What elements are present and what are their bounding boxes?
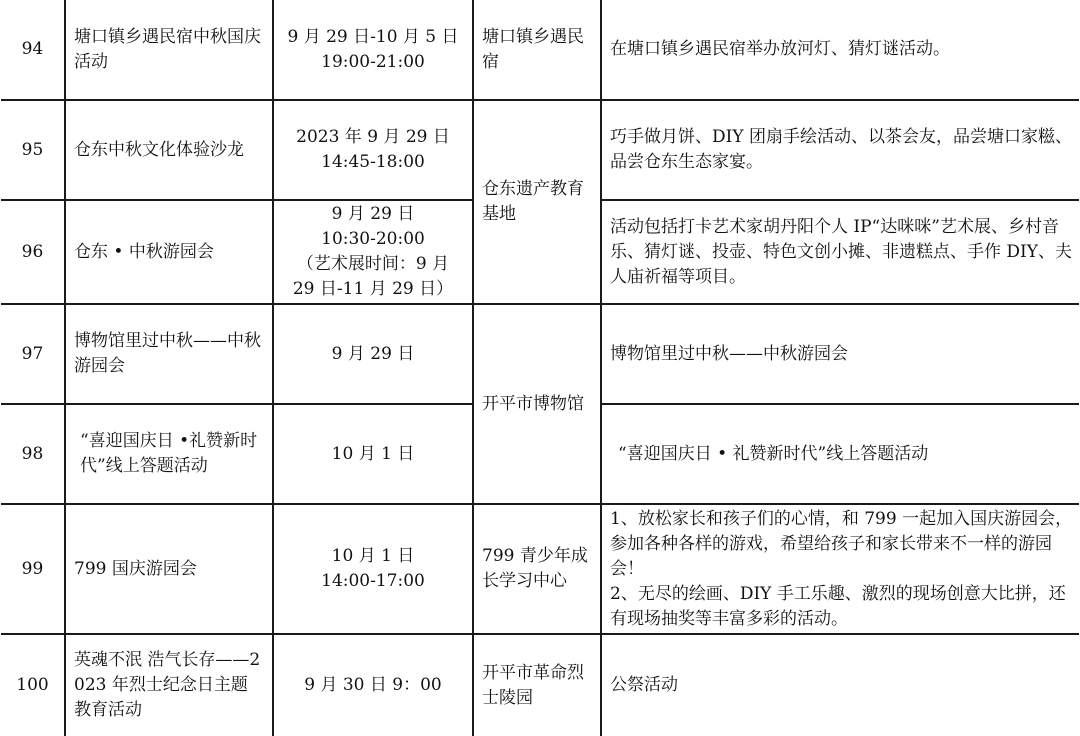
activity-name: “喜迎国庆日 •礼赞新时代”线上答题活动 [65, 404, 273, 504]
time-line: 9 月 30 日 9：00 [304, 675, 442, 695]
activity-time [273, 634, 473, 736]
activity-content [601, 504, 1079, 634]
activity-content: 博物馆里过中秋——中秋游园会 [601, 304, 1079, 404]
row-number: 100 [1, 634, 65, 736]
time-line: 14:45-18:00 [321, 152, 425, 172]
activity-venue: 开平市革命烈士陵园 [473, 634, 601, 736]
activity-time [273, 304, 473, 404]
activity-time [273, 404, 473, 504]
activity-venue: 799 青少年成长学习中心 [473, 504, 601, 634]
activity-time [273, 504, 473, 634]
activity-time [273, 200, 473, 304]
time-line: 19:00-21:00 [321, 51, 425, 72]
time-line: 10 月 1 日 [331, 443, 415, 464]
table-row [1, 0, 1079, 100]
activity-venue: 仓东遗产教育基地 [473, 100, 601, 304]
activity-time [273, 100, 473, 200]
activity-content: 在塘口镇乡遇民宿举办放河灯、猜灯谜活动。 [601, 0, 1079, 100]
row-number: 96 [1, 200, 65, 304]
activity-venue: 塘口镇乡遇民宿 [473, 0, 601, 100]
content-paragraph: 1、放松家长和孩子们的心情，和 799 一起加入国庆游园会，参加各种各样的游戏，希望给孩子和家长带来不一样的游园会！ [610, 508, 1073, 579]
activity-name: 英魂不泯 浩气长存——2023 年烈士纪念日主题教育活动 [65, 634, 273, 736]
time-line: 10 月 1 日 [331, 546, 415, 566]
activity-table [1, 0, 1079, 736]
row-number: 98 [1, 404, 65, 504]
time-line: 29 日-11 月 29 日） [292, 279, 454, 299]
time-line: 14:00-17:00 [321, 571, 425, 591]
activity-time [273, 0, 473, 100]
row-number: 95 [1, 100, 65, 200]
activity-name: 仓东 • 中秋游园会 [65, 200, 273, 304]
row-number: 94 [1, 0, 65, 100]
activity-content: 公祭活动 [601, 634, 1079, 736]
table-row [1, 504, 1079, 634]
table-row [1, 100, 1079, 200]
time-line: 9 月 29 日 [331, 204, 415, 224]
activity-name: 仓东中秋文化体验沙龙 [65, 100, 273, 200]
activity-name: 799 国庆游园会 [65, 504, 273, 634]
time-line: 9 月 29 日-10 月 5 日 [287, 26, 459, 47]
time-line: 10:30-20:00 [321, 229, 425, 249]
activity-name: 塘口镇乡遇民宿中秋国庆活动 [65, 0, 273, 100]
row-number: 97 [1, 304, 65, 404]
row-number: 99 [1, 504, 65, 634]
time-line: （艺术展时间：9 月 [296, 254, 450, 274]
table-row [1, 304, 1079, 404]
time-line: 9 月 29 日 [331, 343, 415, 364]
time-line: 2023 年 9 月 29 日 [296, 127, 450, 147]
activity-name: 博物馆里过中秋——中秋游园会 [65, 304, 273, 404]
activity-venue: 开平市博物馆 [473, 304, 601, 504]
table-row [1, 634, 1079, 736]
content-paragraph: 2、无尽的绘画、DIY 手工乐趣、激烈的现场创意大比拼，还有现场抽奖等丰富多彩的活动。 [610, 583, 1066, 629]
activity-content: “喜迎国庆日 • 礼赞新时代”线上答题活动 [601, 404, 1079, 504]
activity-content: 活动包括打卡艺术家胡丹阳个人 IP“达咪咪”艺术展、乡村音乐、猜灯谜、投壶、特色文创小摊、非遗糕点、手作 DIY、夫人庙祈福等项目。 [601, 200, 1079, 304]
activity-content: 巧手做月饼、DIY 团扇手绘活动、以茶会友，品尝塘口家糍、品尝仓东生态家宴。 [601, 100, 1079, 200]
